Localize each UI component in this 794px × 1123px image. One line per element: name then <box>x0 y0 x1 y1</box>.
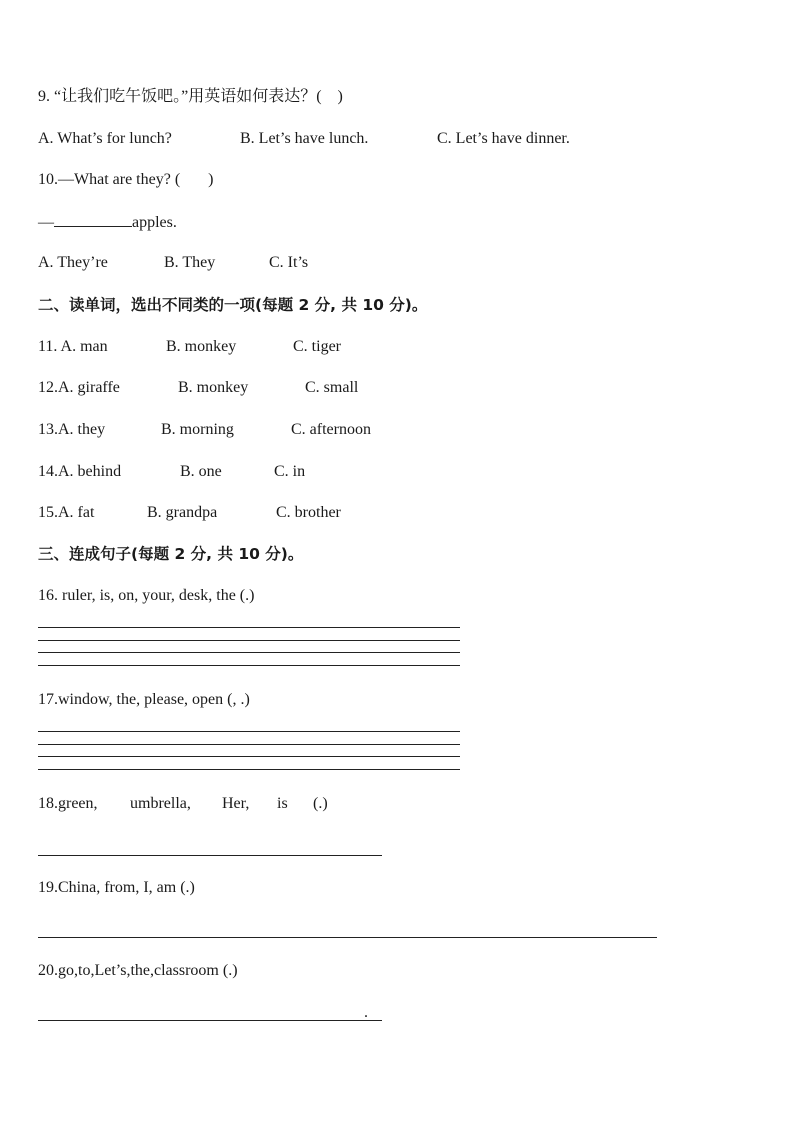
q10-answer-suffix: apples. <box>132 214 177 231</box>
q10-stem: 10.—What are they? ( ) <box>38 171 214 188</box>
q18-writing-line[interactable] <box>38 855 382 856</box>
q13-option-a: 13.A. they <box>38 421 106 438</box>
q12-option-a: 12.A. giraffe <box>38 379 120 396</box>
q10-blank[interactable] <box>54 212 132 227</box>
q18-word-1: 18.green, <box>38 795 98 812</box>
q10-option-a: A. They’re <box>38 254 108 271</box>
q20-period: . <box>364 1004 368 1021</box>
q15-option-b: B. grandpa <box>147 504 218 521</box>
q16-prompt: 16. ruler, is, on, your, desk, the (.) <box>38 587 255 604</box>
q11-option-c: C. tiger <box>293 338 341 355</box>
section2-heading: 二、读单词，选出不同类的一项(每题 2 分, 共 10 分)。 <box>38 296 428 314</box>
q15-option-c: C. brother <box>276 504 341 521</box>
q16-writing-line[interactable] <box>38 652 460 653</box>
q9-stem: 9. “让我们吃午饭吧。”用英语如何表达？( ) <box>38 88 343 105</box>
q10-dash: — <box>38 214 54 231</box>
q20-prompt: 20.go,to,Let’s,the,classroom (.) <box>38 962 238 979</box>
q16-writing-line[interactable] <box>38 627 460 628</box>
q12-option-b: B. monkey <box>178 379 249 396</box>
q17-writing-line[interactable] <box>38 756 460 757</box>
q17-writing-line[interactable] <box>38 769 460 770</box>
q17-prompt: 17.window, the, please, open (, .) <box>38 691 250 708</box>
q9-option-a: A. What’s for lunch? <box>38 130 172 147</box>
q18-word-2: umbrella, <box>130 795 191 812</box>
q14-option-b: B. one <box>180 463 222 480</box>
q16-writing-line[interactable] <box>38 665 460 666</box>
q20-writing-line[interactable] <box>38 1020 382 1021</box>
q14-option-c: C. in <box>274 463 306 480</box>
q11-option-a: 11. A. man <box>38 338 108 355</box>
q14-option-a: 14.A. behind <box>38 463 122 480</box>
q16-writing-line[interactable] <box>38 640 460 641</box>
q12-option-c: C. small <box>305 379 359 396</box>
q18-word-5: (.) <box>313 795 328 812</box>
q17-writing-line[interactable] <box>38 744 460 745</box>
q13-option-b: B. morning <box>161 421 234 438</box>
q9-option-c: C. Let’s have dinner. <box>437 130 570 147</box>
q18-word-4: is <box>277 795 288 812</box>
q10-option-c: C. It’s <box>269 254 309 271</box>
q19-prompt: 19.China, from, I, am (.) <box>38 879 195 896</box>
q17-writing-line[interactable] <box>38 731 460 732</box>
q18-word-3: Her, <box>222 795 250 812</box>
q10-answer-line <box>38 212 177 233</box>
q15-option-a: 15.A. fat <box>38 504 95 521</box>
section3-heading: 三、连成句子(每题 2 分, 共 10 分)。 <box>38 545 304 563</box>
q10-option-b: B. They <box>164 254 216 271</box>
q13-option-c: C. afternoon <box>291 421 371 438</box>
q9-option-b: B. Let’s have lunch. <box>240 130 369 147</box>
q11-option-b: B. monkey <box>166 338 237 355</box>
q19-writing-line[interactable] <box>38 937 657 938</box>
